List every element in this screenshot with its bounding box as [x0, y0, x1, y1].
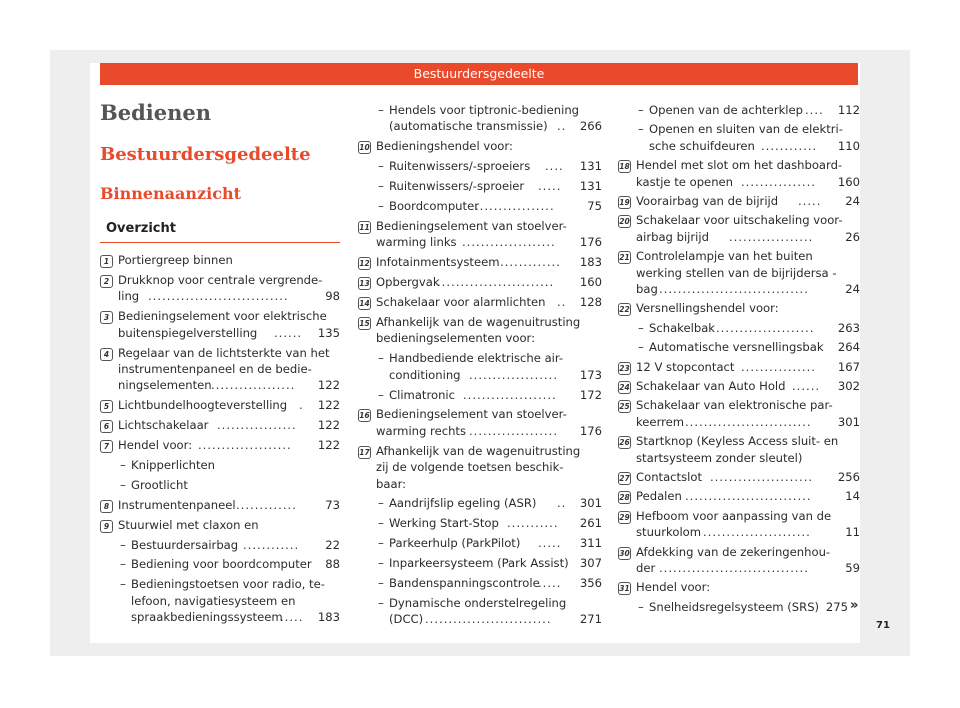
item-number-badge: 26: [619, 438, 630, 448]
list-dash: –: [120, 577, 126, 592]
index-entry-text: (DCC): [389, 612, 424, 627]
list-dash: –: [378, 159, 384, 174]
page-reference: 271: [579, 612, 602, 627]
index-entry-text: Afhankelijk van de wagenuitrusting: [376, 443, 581, 458]
dot-leader: ...........................: [685, 414, 812, 429]
index-entry-text: spraakbedieningssysteem: [131, 610, 283, 625]
page-reference: 275: [825, 599, 848, 614]
index-entry-text: Startknop (Keyless Access sluit- en: [636, 434, 839, 449]
index-entry-text: Instrumentenpaneel: [118, 497, 236, 512]
dot-leader: .................: [475, 199, 555, 213]
page-reference: 22: [325, 537, 340, 552]
item-number-badge: 13: [359, 279, 370, 289]
item-number-badge: 18: [619, 162, 630, 172]
page-reference: 311: [579, 536, 602, 551]
dot-leader: ...........................: [685, 489, 812, 504]
dot-leader: ..................: [211, 378, 296, 393]
dot-leader: ......: [274, 325, 303, 340]
index-entry-text: Handbediende elektrische air-: [389, 351, 564, 366]
page-reference: 183: [317, 610, 340, 625]
item-number-badge: 9: [100, 520, 113, 533]
index-entry-text: Knipperlichten: [131, 457, 215, 472]
index-entry-text: sche schuifdeuren: [649, 138, 755, 153]
index-entry-text: startsysteem zonder sleutel): [636, 450, 803, 465]
page-reference: 131: [579, 159, 602, 174]
dot-leader: ...........................: [425, 612, 552, 627]
item-number-badge: 21: [619, 253, 630, 263]
index-entry-text: Opbergvak: [376, 275, 440, 290]
index-entry-text: instrumentenpaneel en de bedie-: [118, 361, 312, 376]
page-reference: 160: [837, 174, 860, 189]
dot-leader: .............: [236, 497, 297, 512]
item-number-badge: 25: [619, 402, 630, 412]
dot-leader: ....................: [463, 387, 557, 402]
index-entry-text: Lichtschakelaar: [118, 418, 209, 433]
index-entry-text: Grootlicht: [131, 477, 188, 492]
item-number-badge: 3: [100, 311, 113, 324]
list-dash: –: [120, 477, 126, 492]
index-entry-text: Schakelaar van elektronische par-: [636, 398, 833, 413]
index-entry-text: Openen van de achterklep: [649, 103, 804, 117]
item-number-badge: 5: [100, 400, 113, 413]
page-reference: 176: [579, 423, 602, 438]
index-entry-text: Parkeerhulp (ParkPilot): [389, 536, 521, 551]
list-dash: –: [638, 340, 644, 355]
index-entry-text: Bedieningstoetsen voor radio, te-: [131, 577, 325, 592]
index-entry-text: Bedieningselement van stoelver-: [376, 218, 567, 233]
page-reference: 26: [845, 229, 860, 244]
page-reference: 122: [317, 398, 340, 413]
page-reference: 24: [845, 194, 860, 208]
index-entry-text: Ruitenwissers/-sproeiers: [389, 159, 531, 174]
item-number-badge: 29: [619, 512, 630, 522]
index-entry-text: Hendel met slot om het dashboard-: [636, 158, 843, 173]
dot-leader: ....................: [462, 235, 556, 250]
index-entry-text: Afdekking van de zekeringenhou-: [636, 544, 831, 559]
list-dash: –: [378, 351, 384, 366]
item-number-badge: 7: [100, 440, 113, 453]
page-reference: 301: [579, 496, 602, 511]
page-reference: 173: [579, 367, 602, 382]
item-number-badge: 28: [619, 493, 630, 503]
page-reference: 73: [325, 497, 340, 512]
index-entry-text: Werking Start-Stop: [389, 516, 499, 531]
dot-leader: .: [299, 398, 304, 413]
index-entry-text: stuurkolom: [636, 525, 702, 540]
item-number-badge: 14: [359, 299, 370, 308]
subsection-title: Binnenaanzicht: [100, 184, 241, 203]
page-reference: 110: [837, 138, 860, 153]
index-entry-text: Afhankelijk van de wagenuitrusting: [376, 314, 581, 329]
page-reference: 24: [845, 282, 860, 296]
list-dash: –: [378, 595, 384, 610]
dot-leader: .....: [538, 576, 562, 590]
item-number-badge: 23: [619, 363, 630, 373]
item-number-badge: 20: [619, 217, 630, 227]
index-entry-text: Hendel voor:: [118, 438, 193, 452]
index-entry-text: Drukknop voor centrale vergrende-: [118, 272, 323, 287]
page-reference: 14: [845, 489, 860, 504]
index-entry-text: Portiergreep binnen: [118, 253, 233, 267]
index-entry-text: conditioning: [389, 367, 461, 382]
index-entry-text: Inparkeersysteem (Park Assist): [389, 556, 569, 571]
index-entry-text: 12 V stopcontact: [636, 359, 735, 374]
index-entry-text: Voorairbag van de bijrijd: [636, 194, 779, 208]
list-dash: –: [120, 557, 126, 572]
index-entry-text: (automatische transmissie): [389, 119, 548, 134]
list-dash: –: [378, 556, 384, 571]
item-number-badge: 11: [359, 222, 370, 232]
list-dash: –: [638, 103, 644, 117]
dot-leader: .....: [798, 194, 822, 208]
dot-leader: ..............................: [148, 289, 289, 304]
index-entry-text: airbag bijrijd: [636, 229, 709, 244]
page-reference: 59: [845, 561, 860, 575]
page-reference: 264: [837, 340, 860, 355]
page-reference: 167: [837, 359, 860, 374]
dot-leader: ....: [805, 103, 824, 117]
dot-leader: ............: [761, 138, 818, 153]
index-entry-text: Pedalen: [636, 489, 682, 504]
dot-leader: ................: [741, 359, 816, 374]
chapter-title: Bedienen: [100, 100, 212, 125]
item-number-badge: 10: [359, 143, 370, 153]
index-entry-text: Schakelaar voor uitschakeling voor-: [636, 213, 843, 228]
item-number-badge: 22: [619, 305, 630, 315]
list-dash: –: [378, 496, 384, 511]
dot-leader: ...................: [469, 423, 559, 438]
index-entry-text: Schakelbak: [649, 320, 716, 335]
index-entry-text: ningselementen: [118, 378, 212, 393]
dot-leader: ..................: [729, 229, 814, 244]
index-entry-text: Automatische versnellingsbak: [649, 340, 824, 355]
list-dash: –: [378, 179, 384, 194]
item-number-badge: 24: [619, 383, 630, 392]
page-reference: 302: [837, 379, 860, 393]
page-reference: 261: [579, 516, 602, 531]
index-entry-text: der: [636, 561, 656, 575]
index-entry-text: Controlelampje van het buiten: [636, 249, 813, 264]
dot-leader: ..: [557, 496, 567, 511]
index-entry-text: kastje te openen: [636, 174, 734, 189]
dot-leader: ...................: [469, 367, 559, 382]
index-entry-text: zij de volgende toetsen beschik-: [376, 460, 564, 475]
item-number-badge: 30: [619, 548, 630, 558]
item-number-badge: 16: [359, 411, 370, 421]
dot-leader: .....: [538, 536, 562, 551]
page-number: 71: [876, 620, 890, 631]
page-reference: 75: [587, 199, 602, 213]
list-dash: –: [638, 599, 644, 614]
list-dash: –: [638, 122, 644, 137]
item-number-badge: 6: [100, 420, 113, 433]
index-entry-text: Climatronic: [389, 387, 456, 402]
page-reference: 88: [325, 557, 340, 572]
list-dash: –: [378, 536, 384, 551]
page-reference: 131: [579, 179, 602, 194]
item-number-badge: 27: [619, 474, 630, 483]
index-entry-text: Versnellingshendel voor:: [636, 301, 779, 316]
index-entry-text: Bedieningselement voor elektrische: [118, 309, 327, 324]
dot-leader: .................: [217, 418, 297, 433]
dot-leader: .........................: [437, 275, 555, 290]
index-entry-text: Bedieningselement van stoelver-: [376, 407, 567, 422]
item-number-badge: 19: [619, 198, 630, 207]
item-number-badge: 2: [100, 275, 113, 288]
index-entry-text: Hendel voor:: [636, 580, 711, 595]
index-entry-text: Schakelaar voor alarmlichten: [376, 295, 546, 309]
dot-leader: .............: [500, 255, 561, 270]
dot-leader: ............: [243, 537, 300, 552]
item-number-badge: 1: [100, 255, 113, 268]
index-entry-text: warming rechts: [376, 423, 467, 438]
dot-leader: ..: [557, 119, 567, 134]
page-reference: 160: [579, 275, 602, 290]
index-entry-text: Contactslot: [636, 470, 703, 484]
index-entry-text: bag: [636, 282, 658, 296]
page-reference: 135: [317, 325, 340, 340]
index-entry-text: keerrem: [636, 414, 685, 429]
page-reference: 172: [579, 387, 602, 402]
index-entry-text: werking stellen van de bijrijdersa -: [636, 265, 837, 280]
index-entry-text: Bediening voor boordcomputer: [131, 557, 312, 572]
dot-leader: ................................: [659, 561, 809, 575]
index-entry-text: Openen en sluiten van de elektri-: [649, 122, 843, 137]
index-entry-text: Hefboom voor aanpassing van de: [636, 508, 832, 523]
page-reference: 307: [579, 556, 602, 571]
index-entry-text: Bestuurdersairbag: [131, 537, 239, 552]
index-entry-text: Ruitenwissers/-sproeier: [389, 179, 525, 194]
page-reference: 122: [317, 378, 340, 393]
page-reference: 183: [579, 255, 602, 270]
dot-leader: .....: [538, 179, 562, 194]
dot-leader: ...........: [507, 516, 559, 531]
index-entry-text: bedieningselementen voor:: [376, 331, 536, 346]
index-entry-text: Schakelaar van Auto Hold: [636, 379, 786, 393]
item-number-badge: 8: [100, 500, 113, 513]
dot-leader: ................................: [659, 282, 809, 296]
dot-leader: ....................: [198, 438, 292, 452]
index-entry-text: warming links: [376, 235, 457, 250]
page-reference: 112: [837, 103, 860, 117]
page-reference: 122: [317, 438, 340, 452]
dot-leader: ....: [545, 159, 564, 174]
list-dash: –: [378, 576, 384, 590]
index-entry-text: Bedieningshendel voor:: [376, 139, 513, 154]
dot-leader: ......: [792, 379, 821, 393]
index-entry-text: Snelheidsregelsysteem (SRS): [649, 599, 820, 614]
list-dash: –: [638, 320, 644, 335]
index-entry-text: ling: [118, 289, 140, 304]
item-number-badge: 12: [359, 259, 370, 269]
section-title: Bestuurdersgedeelte: [100, 144, 311, 165]
item-number-badge: 17: [359, 447, 370, 457]
page-reference: 98: [325, 289, 340, 304]
page-reference: 266: [579, 119, 602, 134]
index-entry-text: buitenspiegelverstelling: [118, 325, 258, 340]
page-reference: 11: [845, 525, 860, 540]
index-entry-text: Lichtbundelhoogteverstelling: [118, 398, 288, 413]
list-dash: –: [378, 387, 384, 402]
index-entry-text: Boordcomputer: [389, 199, 479, 213]
list-dash: –: [378, 103, 384, 117]
item-number-badge: 31: [619, 584, 630, 594]
dot-leader: .....................: [716, 320, 815, 335]
index-entry-text: Regelaar van de lichtsterkte van het: [118, 345, 330, 360]
index-entry-text: Dynamische onderstelregeling: [389, 595, 567, 610]
dot-leader: ......................: [710, 470, 814, 484]
page-reference: 301: [837, 414, 860, 429]
overview-heading: Overzicht: [100, 221, 340, 243]
list-dash: –: [378, 199, 384, 213]
page-reference: 122: [317, 418, 340, 433]
index-entry-text: Hendels voor tiptronic-bediening: [389, 103, 580, 117]
item-number-badge: 4: [100, 348, 113, 361]
index-entry-text: Stuurwiel met claxon en: [118, 517, 259, 532]
page-reference: 263: [837, 320, 860, 335]
list-dash: –: [120, 457, 126, 472]
dot-leader: .......................: [703, 525, 811, 540]
index-entry-text: baar:: [376, 476, 407, 491]
list-dash: –: [378, 516, 384, 531]
dot-leader: ................: [741, 174, 816, 189]
index-entry-text: lefoon, navigatiesysteem en: [131, 593, 296, 608]
index-entry-text: Infotainmentsysteem: [376, 255, 500, 270]
continue-mark: »: [850, 597, 859, 613]
dot-leader: ..: [557, 295, 567, 309]
item-number-badge: 15: [359, 318, 370, 328]
page-reference: 356: [579, 576, 602, 590]
section-header-bar: Bestuurdersgedeelte: [100, 63, 858, 85]
index-entry-text: Aandrijfslip egeling (ASR): [389, 496, 537, 511]
page-reference: 176: [579, 235, 602, 250]
dot-leader: .....: [280, 610, 304, 625]
page-reference: 256: [837, 470, 860, 484]
list-dash: –: [120, 537, 126, 552]
page-reference: 128: [579, 295, 602, 309]
index-entry-text: Bandenspanningscontrole: [389, 576, 540, 590]
